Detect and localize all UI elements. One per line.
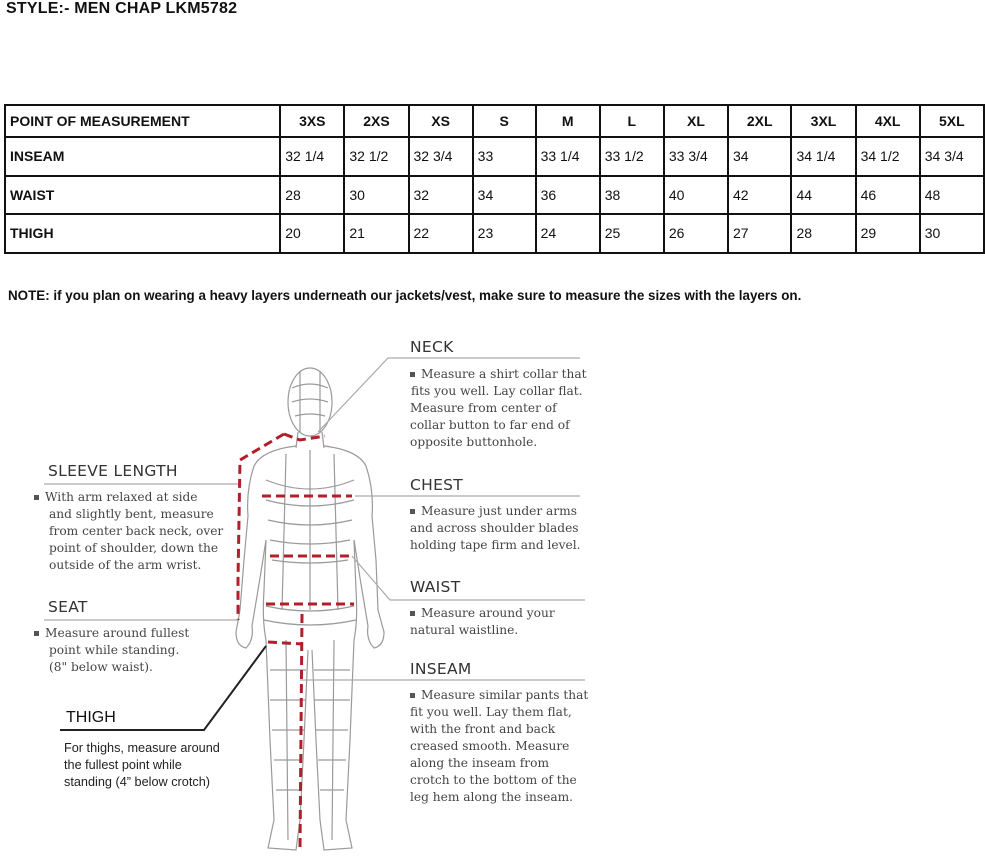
desc-line: opposite buttonhole.	[410, 435, 538, 449]
table-cell: 34 1/4	[791, 137, 855, 176]
header-cell: S	[473, 105, 536, 137]
table-row	[5, 176, 984, 215]
table-cell: 30	[344, 176, 408, 215]
bullet-icon	[410, 509, 415, 514]
row-label: THIGH	[5, 214, 280, 253]
neck-title: NECK	[410, 338, 454, 356]
header-cell: XS	[409, 105, 473, 137]
inseam-description	[410, 687, 588, 806]
desc-line: Measure just under arms	[421, 504, 577, 518]
thigh-line	[268, 642, 302, 644]
table-cell: 33 3/4	[664, 137, 728, 176]
waist-description	[410, 605, 555, 639]
header-cell: POINT OF MEASUREMENT	[5, 105, 280, 137]
table-cell: 33 1/4	[536, 137, 600, 176]
table-cell: 26	[664, 214, 728, 253]
desc-line: Measure a shirt collar that	[421, 367, 587, 381]
table-cell: 21	[344, 214, 408, 253]
table-header-row	[5, 105, 984, 137]
row-label: INSEAM	[5, 137, 280, 176]
desc-line: natural waistline.	[410, 623, 519, 637]
desc-line: and across shoulder blades	[410, 521, 579, 535]
table-cell: 28	[791, 214, 855, 253]
table-cell: 40	[664, 176, 728, 215]
desc-line: Measure from center of	[410, 401, 557, 415]
table-cell: 46	[856, 176, 920, 215]
desc-line: (8" below waist).	[49, 660, 153, 674]
neck-description	[410, 366, 587, 451]
table-cell: 34 3/4	[920, 137, 984, 176]
seat-description	[34, 625, 189, 676]
table-cell: 20	[280, 214, 344, 253]
inseam-title: INSEAM	[410, 660, 472, 678]
chest-title: CHEST	[410, 476, 464, 494]
table-cell: 28	[280, 176, 344, 215]
table-cell: 48	[920, 176, 984, 215]
size-chart-table	[4, 104, 985, 254]
table-cell: 24	[536, 214, 600, 253]
table-cell: 27	[728, 214, 791, 253]
desc-line: collar button to far end of	[410, 418, 570, 432]
inseam-line	[300, 614, 302, 850]
thigh-description	[64, 740, 220, 791]
table-cell: 36	[536, 176, 600, 215]
table-cell: 23	[473, 214, 536, 253]
measurement-lines	[238, 434, 354, 850]
desc-line: the fullest point while	[64, 758, 182, 772]
table-cell: 25	[600, 214, 664, 253]
desc-line: from center back neck, over	[49, 524, 224, 538]
sleeve-length-title: SLEEVE LENGTH	[48, 462, 178, 480]
header-cell: M	[536, 105, 600, 137]
table-cell: 42	[728, 176, 791, 215]
table-cell: 32	[409, 176, 473, 215]
table-cell: 34	[473, 176, 536, 215]
bullet-icon	[34, 495, 39, 500]
desc-line: Measure around your	[421, 606, 555, 620]
table-cell: 32 3/4	[409, 137, 473, 176]
table-cell: 44	[791, 176, 855, 215]
row-label: WAIST	[5, 176, 280, 215]
desc-line: Measure similar pants that	[421, 688, 589, 702]
table-cell: 22	[409, 214, 473, 253]
seat-title: SEAT	[48, 598, 88, 616]
table-cell: 34	[728, 137, 791, 176]
table-row	[5, 214, 984, 253]
style-title: STYLE:- MEN CHAP LKM5782	[6, 0, 238, 17]
desc-line: outside of the arm wrist.	[49, 558, 202, 572]
thigh-title: THIGH	[66, 709, 116, 726]
table-cell: 32 1/2	[344, 137, 408, 176]
desc-line: leg hem along the inseam.	[410, 790, 574, 804]
desc-line: creased smooth. Measure	[410, 739, 570, 753]
desc-line: With arm relaxed at side	[45, 490, 198, 504]
desc-line: holding tape firm and level.	[410, 538, 581, 552]
sleeve-length-description	[34, 489, 223, 574]
desc-line: Measure around fullest	[45, 626, 190, 640]
sleeve-line	[238, 434, 284, 620]
desc-line: point of shoulder, down the	[49, 541, 219, 555]
desc-line: along the inseam from	[410, 756, 550, 770]
desc-line: and slightly bent, measure	[49, 507, 214, 521]
bullet-icon	[410, 372, 415, 377]
table-row	[5, 137, 984, 176]
header-cell: 3XL	[791, 105, 855, 137]
desc-line: point while standing.	[49, 643, 180, 657]
layering-note: NOTE: if you plan on wearing a heavy layers underneath our jackets/vest, make sure to measure the sizes with the layers on.	[8, 288, 802, 303]
header-cell: 4XL	[856, 105, 920, 137]
waist-title: WAIST	[410, 578, 461, 596]
bullet-icon	[410, 693, 415, 698]
desc-line: fits you well. Lay collar flat.	[411, 384, 583, 398]
table-cell: 38	[600, 176, 664, 215]
table-cell: 34 1/2	[856, 137, 920, 176]
table-cell: 29	[856, 214, 920, 253]
table-cell: 30	[920, 214, 984, 253]
table-cell: 32 1/4	[280, 137, 344, 176]
header-cell: L	[600, 105, 664, 137]
header-cell: 2XL	[728, 105, 791, 137]
desc-line: standing (4” below crotch)	[64, 775, 210, 789]
bullet-icon	[34, 631, 39, 636]
table-cell: 33 1/2	[600, 137, 664, 176]
desc-line: fit you well. Lay them flat,	[410, 705, 572, 719]
desc-line: with the front and back	[410, 722, 556, 736]
desc-line: For thighs, measure around	[64, 741, 220, 755]
desc-line: crotch to the bottom of the	[410, 773, 577, 787]
header-cell: XL	[664, 105, 728, 137]
chest-description	[410, 503, 581, 554]
header-cell: 2XS	[344, 105, 408, 137]
header-cell: 3XS	[280, 105, 344, 137]
header-cell: 5XL	[920, 105, 984, 137]
human-figure-outline	[236, 368, 384, 850]
bullet-icon	[410, 611, 415, 616]
table-cell: 33	[473, 137, 536, 176]
